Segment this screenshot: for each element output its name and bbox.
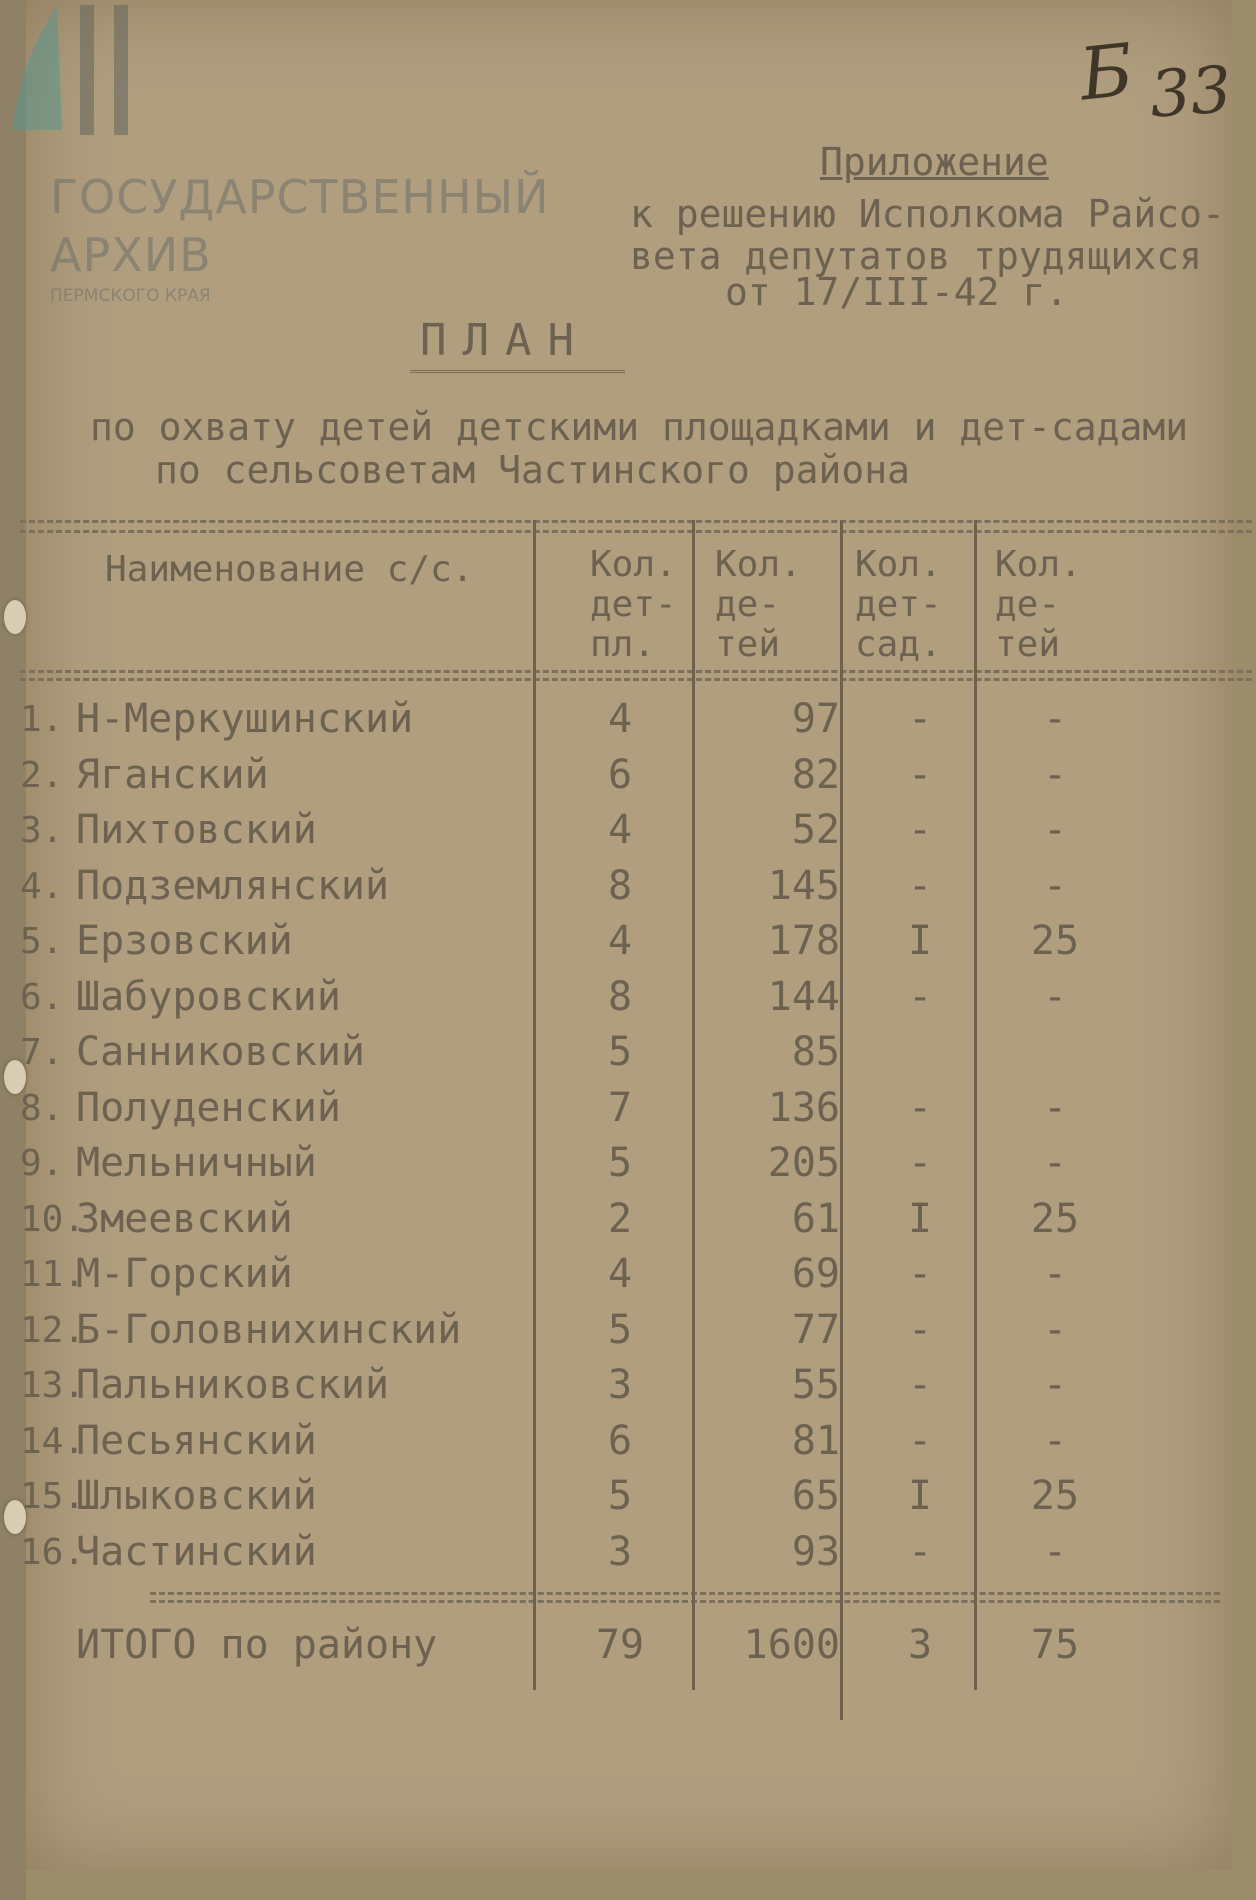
playgrounds-count: 5 (607, 1140, 633, 1186)
village-council-name: Песьянский (76, 1417, 317, 1464)
folio-mark: Б (1075, 27, 1138, 117)
children-count: 97 (791, 696, 840, 742)
table-row (20, 1414, 1252, 1469)
kindergarten-children-count: - (1042, 751, 1068, 798)
row-number: 4. (20, 865, 64, 907)
kindergarten-children-count: - (1042, 1417, 1068, 1464)
row-number: 11. (20, 1254, 86, 1295)
village-council-name: Змеевский (76, 1195, 293, 1242)
children-count: 77 (791, 1306, 840, 1353)
playgrounds-count: 4 (607, 1251, 633, 1297)
kindergarten-children-count: - (1042, 1140, 1068, 1186)
playgrounds-count: 8 (607, 973, 633, 1020)
table-row (20, 1247, 1252, 1302)
village-council-name: Частинский (76, 1528, 317, 1575)
archive-logo-icon (2, 0, 152, 150)
playgrounds-count: 4 (607, 918, 633, 964)
village-council-name: Б-Головнихинский (76, 1306, 462, 1353)
children-count: 55 (791, 1362, 840, 1408)
children-count: 61 (791, 1195, 840, 1242)
row-number: 10. (20, 1198, 86, 1240)
table-row (20, 1358, 1252, 1413)
children-count: 52 (791, 807, 840, 853)
kindergarten-children-count: 25 (1030, 1473, 1080, 1519)
table-row (20, 692, 1252, 747)
kindergartens-count: I (907, 1195, 933, 1242)
table-row (20, 748, 1252, 803)
table-row (20, 1192, 1252, 1247)
village-council-name: Ерзовский (76, 918, 293, 964)
village-council-name: М-Горский (76, 1251, 293, 1297)
table-row (20, 1525, 1252, 1580)
children-count: 85 (791, 1029, 840, 1075)
kindergarten-children-count: - (1042, 1528, 1068, 1575)
playgrounds-count: 2 (607, 1195, 633, 1242)
kindergarten-children-count: 25 (1030, 1195, 1080, 1242)
children-count: 69 (791, 1251, 840, 1297)
village-council-name: Подземлянский (76, 862, 390, 909)
village-council-name: Мельничный (76, 1140, 317, 1186)
playgrounds-count: 7 (607, 1084, 633, 1131)
playgrounds-count: 4 (607, 807, 633, 853)
kindergarten-children-count: - (1042, 696, 1068, 742)
header-kindergartens: Кол. дет- сад. (855, 544, 942, 665)
children-count: 136 (767, 1084, 840, 1131)
village-council-name: Шабуровский (76, 973, 341, 1020)
row-number: 2. (20, 754, 64, 796)
children-count: 82 (791, 751, 840, 798)
total-row (20, 1615, 1252, 1675)
kindergarten-children-count: - (1042, 973, 1068, 1020)
row-number: 9. (20, 1143, 64, 1184)
kindergartens-count: - (907, 973, 933, 1020)
kindergartens-count: I (907, 918, 933, 964)
kindergarten-children-count: - (1042, 1251, 1068, 1297)
playgrounds-count: 3 (607, 1362, 633, 1408)
kindergarten-children-count: - (1042, 807, 1068, 853)
kindergarten-children-count: 25 (1030, 918, 1080, 964)
playgrounds-count: 5 (607, 1029, 633, 1075)
village-council-name: Пальниковский (76, 1362, 390, 1408)
table-rule (20, 670, 1252, 673)
village-council-name: Пихтовский (76, 807, 317, 853)
total-playgrounds: 79 (595, 1622, 645, 1668)
kindergartens-count: - (907, 1362, 933, 1408)
row-number: 5. (20, 921, 64, 962)
table-rule (150, 1600, 1220, 1603)
kindergartens-count: I (907, 1473, 933, 1519)
table-row (20, 1081, 1252, 1136)
kindergartens-count: - (907, 1528, 933, 1575)
plan-subtitle: по охвату детей детскими площадками и дет-садами (90, 405, 1189, 449)
table-row (20, 914, 1252, 969)
playgrounds-count: 4 (607, 696, 633, 742)
village-council-name: Полуденский (76, 1084, 341, 1131)
kindergarten-children-count: - (1042, 1362, 1068, 1408)
children-count: 65 (791, 1473, 840, 1519)
village-council-name: Шлыковский (76, 1473, 317, 1519)
children-count: 205 (767, 1140, 840, 1186)
children-count: 145 (767, 862, 840, 909)
table-rule (150, 1592, 1220, 1595)
archive-watermark-line: ПЕРМСКОГО КРАЯ (50, 286, 211, 306)
village-council-name: Санниковский (76, 1029, 365, 1075)
kindergartens-count: - (907, 1306, 933, 1353)
kindergartens-count: - (907, 751, 933, 798)
row-number: 14. (20, 1420, 86, 1462)
playgrounds-count: 5 (607, 1473, 633, 1519)
village-council-name: Яганский (76, 751, 269, 798)
kindergartens-count: - (907, 1084, 933, 1131)
title-underline (410, 370, 625, 373)
appendix-line: вета депутатов трудящихся (630, 234, 1202, 278)
kindergartens-count: - (907, 696, 933, 742)
row-number: 13. (20, 1365, 86, 1406)
kindergartens-count: - (907, 1251, 933, 1297)
table-row (20, 1303, 1252, 1358)
kindergartens-count: - (907, 1140, 933, 1186)
folio-number: 33 (1147, 53, 1234, 133)
table-row (20, 1469, 1252, 1524)
kindergarten-children-count: - (1042, 1306, 1068, 1353)
kindergartens-count: - (907, 862, 933, 909)
table-row (20, 803, 1252, 858)
children-count: 178 (767, 918, 840, 964)
kindergarten-children-count: - (1042, 1084, 1068, 1131)
row-number: 6. (20, 976, 64, 1018)
row-number: 3. (20, 810, 64, 851)
village-council-name: Н-Меркушинский (76, 696, 414, 742)
children-count: 144 (767, 973, 840, 1020)
appendix-line: от 17/III-42 г. (725, 270, 1069, 314)
kindergarten-children-count: - (1042, 862, 1068, 909)
playgrounds-count: 6 (607, 1417, 633, 1464)
table-row (20, 859, 1252, 914)
playgrounds-count: 5 (607, 1306, 633, 1353)
children-count: 81 (791, 1417, 840, 1464)
row-number: 1. (20, 699, 64, 740)
row-number: 15. (20, 1476, 86, 1517)
plan-title: ПЛАН (420, 315, 590, 366)
appendix-line: к решению Исполкома Райсо- (630, 192, 1225, 236)
plan-subtitle: по сельсоветам Частинского района (155, 448, 910, 492)
kindergartens-count: - (907, 1417, 933, 1464)
table-row (20, 1136, 1252, 1191)
total-label: ИТОГО по району (76, 1622, 438, 1668)
playgrounds-count: 3 (607, 1528, 633, 1575)
kindergartens-count: - (907, 807, 933, 853)
table-row (20, 970, 1252, 1025)
row-number: 16. (20, 1531, 86, 1573)
archive-watermark-line: АРХИВ (50, 228, 212, 282)
header-children: Кол. де- тей (715, 544, 802, 665)
table-row (20, 1025, 1252, 1080)
table-rule (20, 520, 1252, 523)
total-kg-children: 75 (1030, 1622, 1080, 1668)
children-count: 93 (791, 1528, 840, 1575)
table-rule (20, 530, 1252, 533)
header-name: Наименование с/с. (105, 549, 474, 590)
playgrounds-count: 6 (607, 751, 633, 798)
coverage-table (20, 520, 1252, 1700)
row-number: 8. (20, 1087, 64, 1129)
total-children: 1600 (743, 1622, 840, 1668)
row-number: 7. (20, 1032, 64, 1073)
header-kg-children: Кол. де- тей (995, 544, 1082, 665)
archive-watermark-line: ГОСУДАРСТВЕННЫЙ (50, 170, 550, 224)
playgrounds-count: 8 (607, 862, 633, 909)
row-number: 12. (20, 1309, 86, 1351)
appendix-title: Приложение (820, 140, 1049, 184)
table-rule (20, 678, 1252, 681)
total-kindergartens: 3 (907, 1622, 933, 1668)
header-playgrounds: Кол. дет- пл. (590, 544, 677, 665)
